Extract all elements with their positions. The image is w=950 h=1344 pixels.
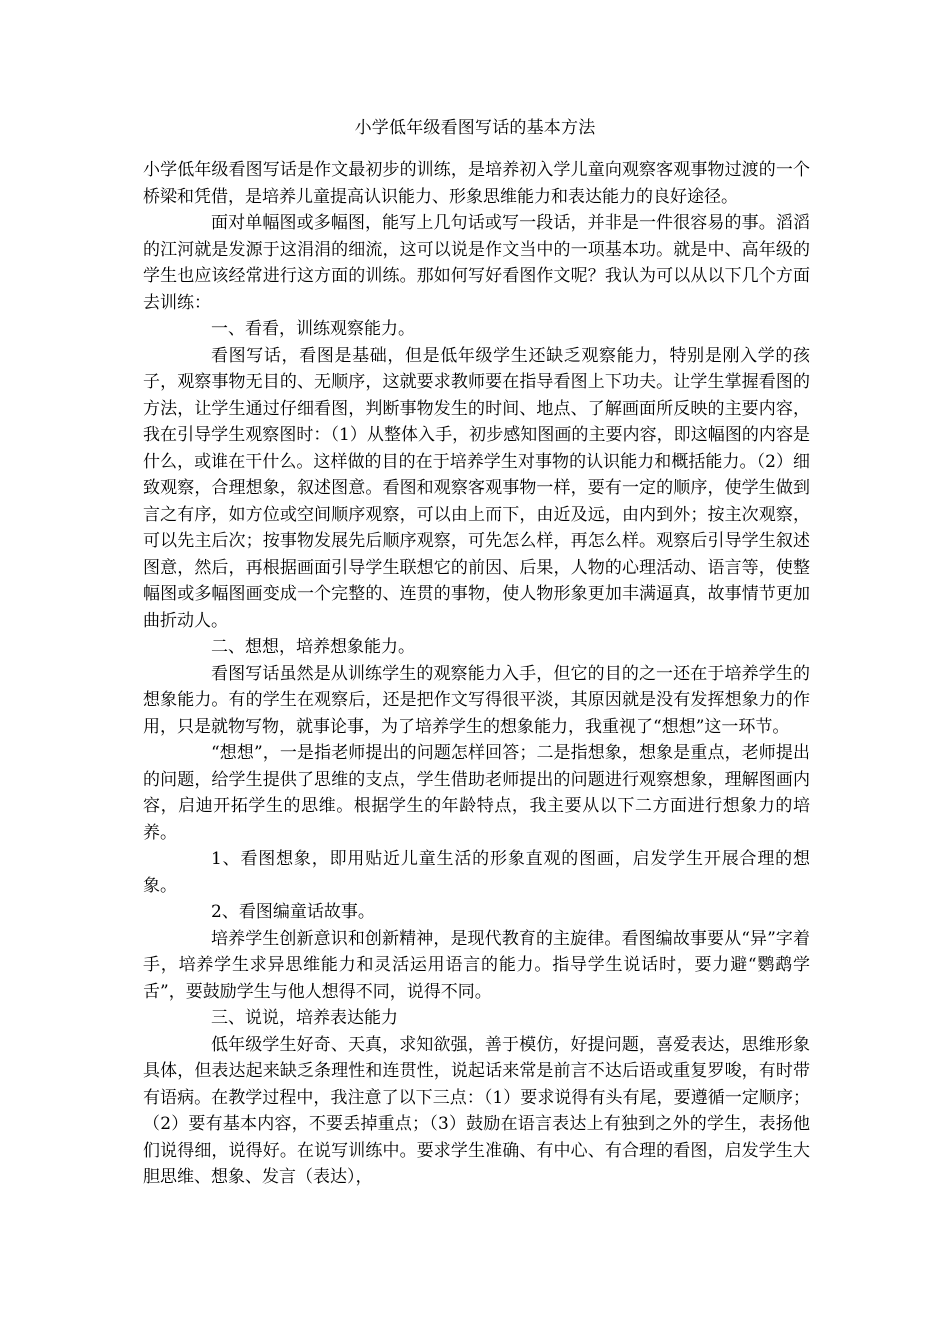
section-heading-observe: 一、看看，训练观察能力。 [211, 319, 415, 339]
paragraph-imagine: 看图写话虽然是从训练学生的观察能力入手，但它的目的之一还在于培养学生的想象能力。有的学生在观察后，还是把作文写得很平淡，其原因就是没有发挥想象力的作用，只是就物写物，就事论事，为了培养学生的想象能力，我重视了“想想”这一环节。 [143, 663, 810, 737]
paragraph-think: “想想”，一是指老师提出的问题怎样回答；二是指想象，想象是重点，老师提出的问题，给学生提供了思维的支点，学生借助老师提出的问题进行观察想象，理解图画内容，启迪开拓学生的思维。根据学生的年龄特点，我主要从以下二方面进行想象力的培养。 [143, 743, 810, 843]
list-item-1: 1、看图想象，即用贴近儿童生活的形象直观的图画，启发学生开展合理的想象。 [143, 849, 810, 896]
section-heading-imagine: 二、想想，培养想象能力。 [211, 637, 415, 657]
paragraph-overview: 面对单幅图或多幅图，能写上几句话或写一段话，并非是一件很容易的事。滔滔的江河就是发源于这涓涓的细流，这可以说是作文当中的一项基本功。就是中、高年级的学生也应该经常进行这方面的训练。那如何写好看图作文呢？我认为可以从以下几个方面去训练： [143, 213, 810, 313]
paragraph-speak: 低年级学生好奇、天真，求知欲强，善于模仿，好提问题，喜爱表达，思维形象具体，但表达起来缺乏条理性和连贯性，说起话来常是前言不达后语或重复罗唆，有时带有语病。在教学过程中，我注意了以下三点：（1）要求说得有头有尾，要遵循一定顺序；（2）要有基本内容，不要丢掉重点；（3）鼓励在语言表达上有独到之外的学生，表扬他们说得细，说得好。在说写训练中。要求学生准确、有中心、有合理的看图，启发学生大胆思维、想象、发言（表达）， [143, 1034, 810, 1187]
list-item-2: 2、看图编童话故事。 [211, 902, 375, 922]
paragraph-innovation: 培养学生创新意识和创新精神，是现代教育的主旋律。看图编故事要从“异”字着手，培养学生求异思维能力和灵活运用语言的能力。指导学生说话时，要力避“鹦鹉学舌”，要鼓励学生与他人想得不同，说得不同。 [143, 928, 810, 1002]
document-title: 小学低年级看图写话的基本方法 [354, 118, 596, 138]
document-body [143, 157, 810, 1191]
paragraph-intro: 小学低年级看图写话是作文最初步的训练，是培养初入学儿童向观察客观事物过渡的一个桥梁和凭借，是培养儿童提高认识能力、形象思维能力和表达能力的良好途径。 [143, 160, 810, 207]
paragraph-observe: 看图写话，看图是基础，但是低年级学生还缺乏观察能力，特别是刚入学的孩子，观察事物无目的、无顺序，这就要求教师要在指导看图上下功夫。让学生掌握看图的方法，让学生通过仔细看图，判断事物发生的时间、地点、了解画面所反映的主要内容，我在引导学生观察图时：（1）从整体入手，初步感知图画的主要内容，即这幅图的内容是什么，或谁在干什么。这样做的目的在于培养学生对事物的认识能力和概括能力。（2）细致观察，合理想象，叙述图意。看图和观察客观事物一样，要有一定的顺序，使学生做到言之有序，如方位或空间顺序观察，可以由上而下，由近及远，由内到外；按主次观察，可以先主后次；按事物发展先后顺序观察，可先怎么样，再怎么样。观察后引导学生叙述图意，然后，再根据画面引导学生联想它的前因、后果，人物的心理活动、语言等，使整幅图或多幅图画变成一个完整的、连贯的事物，使人物形象更加丰满逼真，故事情节更加曲折动人。 [143, 345, 810, 631]
section-heading-speak: 三、说说，培养表达能力 [211, 1008, 398, 1028]
